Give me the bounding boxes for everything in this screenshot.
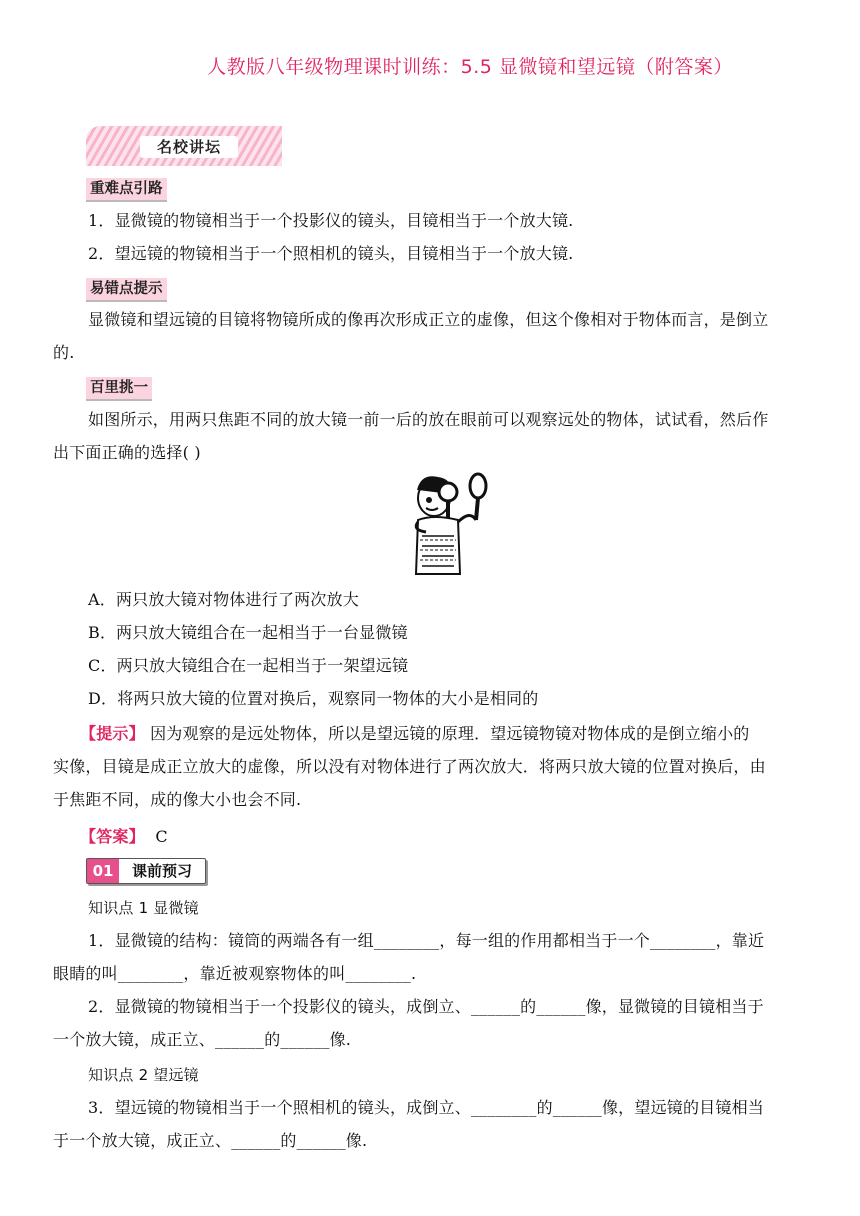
difficulty-line-2: 2．望远镜的物镜相当于一个照相机的镜头，目镜相当于一个放大镜.	[88, 244, 574, 263]
kp1-line-4: 一个放大镜，成正立、______的______像.	[53, 1030, 352, 1049]
hint-text-1: 因为观察的是远处物体，所以是望远镜的原理．望远镜物镜对物体成的是倒立缩小的	[144, 724, 750, 743]
hint-line-2: 实像，目镜是成正立放大的虚像，所以没有对物体进行了两次放大．将两只放大镜的位置对换后，由	[53, 757, 766, 776]
hint-line-3: 于焦距不同，成的像大小也会不同.	[53, 790, 302, 809]
mistake-tag: 易错点提示	[86, 278, 167, 302]
person-with-two-magnifiers-icon	[398, 470, 498, 582]
preview-section-header	[86, 858, 206, 884]
question-line-1: 如图所示，用两只焦距不同的放大镜一前一后的放在眼前可以观察远处的物体，试试看，然后作	[88, 410, 769, 429]
preview-number: 01	[87, 859, 119, 883]
kp2-line-1: 3．望远镜的物镜相当于一个照相机的镜头，成倒立、________的______像，望远镜的目镜相当	[88, 1098, 764, 1117]
option-b: B．两只放大镜组合在一起相当于一台显微镜	[88, 623, 408, 642]
option-a: A．两只放大镜对物体进行了两次放大	[88, 590, 359, 609]
kp1-line-2: 眼睛的叫________，靠近被观察物体的叫________.	[53, 964, 417, 983]
kp1-line-3: 2．显微镜的物镜相当于一个投影仪的镜头，成倒立、______的______像，显微镜的目镜相当于	[88, 997, 764, 1016]
answer-value: C	[155, 827, 168, 846]
hint-label: 【提示】	[80, 724, 145, 743]
mistake-line-1: 显微镜和望远镜的目镜将物镜所成的像再次形成正立的虚像，但这个像相对于物体而言，是倒立	[88, 310, 769, 329]
difficulty-tag: 重难点引路	[86, 178, 167, 202]
option-d: D．将两只放大镜的位置对换后，观察同一物体的大小是相同的	[88, 689, 539, 708]
option-c: C．两只放大镜组合在一起相当于一架望远镜	[88, 656, 409, 675]
example-tag: 百里挑一	[86, 377, 152, 401]
question-line-2: 出下面正确的选择( )	[53, 443, 201, 462]
answer-label: 【答案】	[80, 827, 145, 846]
knowledge-point-2: 知识点 2 望远镜	[88, 1066, 199, 1084]
answer-line	[80, 826, 168, 848]
kp1-line-1: 1．显微镜的结构：镜筒的两端各有一组________，每一组的作用都相当于一个________，靠近	[88, 931, 765, 950]
knowledge-point-1: 知识点 1 显微镜	[88, 899, 199, 917]
preview-title: 课前预习	[131, 862, 192, 880]
difficulty-line-1: 1．显微镜的物镜相当于一个投影仪的镜头，目镜相当于一个放大镜.	[88, 211, 574, 230]
section-banner	[86, 126, 282, 166]
kp2-line-2: 于一个放大镜，成正立、______的______像.	[53, 1131, 368, 1150]
page-title: 人教版八年级物理课时训练：5.5 显微镜和望远镜（附答案）	[207, 56, 733, 78]
banner-label: 名校讲坛	[140, 136, 238, 158]
hint-line-1	[80, 723, 750, 745]
mistake-line-2: 的.	[53, 343, 75, 362]
